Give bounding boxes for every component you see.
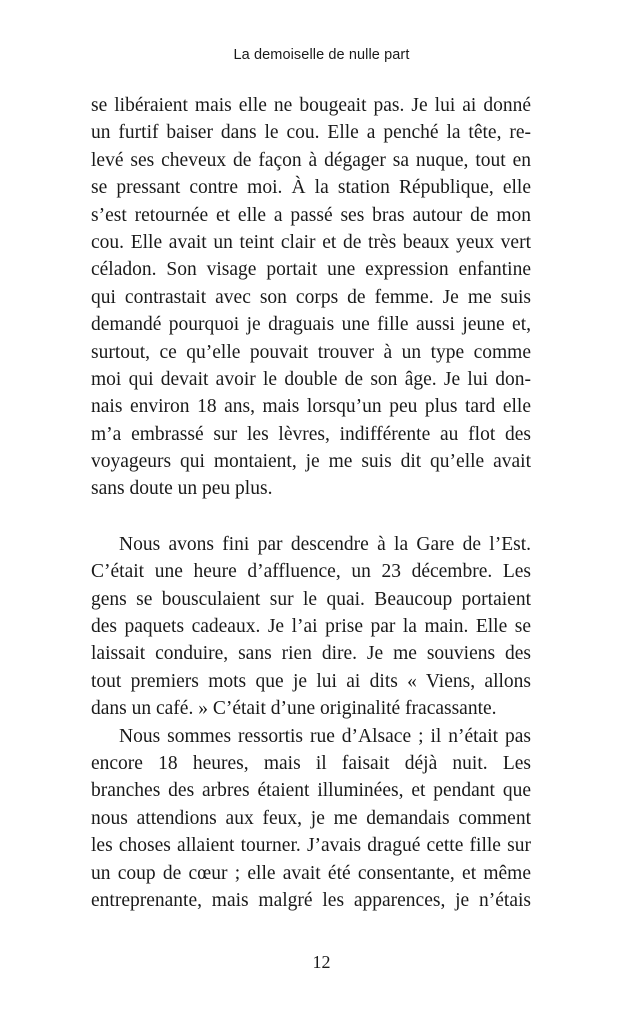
text-line: laissait conduire, sans rien dire. Je me souviens des bbox=[91, 643, 531, 665]
text-line: nous attendions aux feux, je me demandais comment bbox=[91, 807, 531, 829]
text-line: des paquets cadeaux. Je l’ai prise par la main. Elle se bbox=[91, 616, 531, 638]
paragraph-3 bbox=[91, 723, 531, 915]
text-line: moi qui devait avoir le double de son âge. Je lui don- bbox=[91, 368, 531, 390]
text-line: sans doute un peu plus. bbox=[91, 478, 273, 500]
text-line: Nous sommes ressortis rue d’Alsace ; il n’était pas bbox=[119, 725, 531, 747]
paragraph-spacer bbox=[91, 503, 531, 531]
text-line: branches des arbres étaient illuminées, et pendant que bbox=[91, 780, 531, 802]
text-line: un furtif baiser dans le cou. Elle a penché la tête, re- bbox=[91, 122, 531, 144]
text-line: m’a embrassé sur les lèvres, indifférente au flot des bbox=[91, 423, 531, 445]
text-line: cou. Elle avait un teint clair et de très beaux yeux vert bbox=[91, 231, 531, 253]
text-line: se pressant contre moi. À la station République, elle bbox=[91, 177, 531, 199]
text-line: qui contrastait avec son corps de femme. Je me suis bbox=[91, 286, 531, 308]
text-line: gens se bousculaient sur le quai. Beaucoup portaient bbox=[91, 588, 531, 610]
text-line: s’est retournée et elle a passé ses bras autour de mon bbox=[91, 204, 531, 226]
paragraph-2 bbox=[91, 531, 531, 723]
text-line: Nous avons fini par descendre à la Gare de l’Est. bbox=[119, 533, 531, 555]
text-line: voyageurs qui montaient, je me suis dit qu’elle avait bbox=[91, 451, 531, 473]
text-line: un coup de cœur ; elle avait été consentante, et même bbox=[91, 862, 531, 884]
text-line: dans un café. » C’était d’une originalité fracassante. bbox=[91, 698, 497, 720]
paragraph-1 bbox=[91, 92, 531, 503]
text-line: nais environ 18 ans, mais lorsqu’un peu plus tard elle bbox=[91, 396, 531, 418]
text-line: se libéraient mais elle ne bougeait pas. Je lui ai donné bbox=[91, 95, 531, 116]
page-number: 12 bbox=[312, 952, 331, 972]
text-line: entreprenante, mais malgré les apparences, je n’étais bbox=[91, 889, 531, 911]
text-line: C’était une heure d’affluence, un 23 décembre. Les bbox=[91, 561, 531, 583]
running-header-title: La demoiselle de nulle part bbox=[233, 47, 410, 63]
text-line: tout premiers mots que je lui ai dits « Viens, allons bbox=[91, 670, 531, 692]
text-line: levé ses cheveux de façon à dégager sa nuque, tout en bbox=[91, 149, 531, 171]
text-line: céladon. Son visage portait une expression enfantine bbox=[91, 259, 531, 281]
text-line: les choses allaient tourner. J’avais dragué cette fille sur bbox=[91, 835, 531, 857]
body-text bbox=[91, 92, 531, 914]
text-line: demandé pourquoi je draguais une fille aussi jeune et, bbox=[91, 314, 531, 336]
text-line: surtout, ce qu’elle pouvait trouver à un type comme bbox=[91, 341, 531, 363]
text-line: encore 18 heures, mais il faisait déjà nuit. Les bbox=[91, 752, 531, 774]
